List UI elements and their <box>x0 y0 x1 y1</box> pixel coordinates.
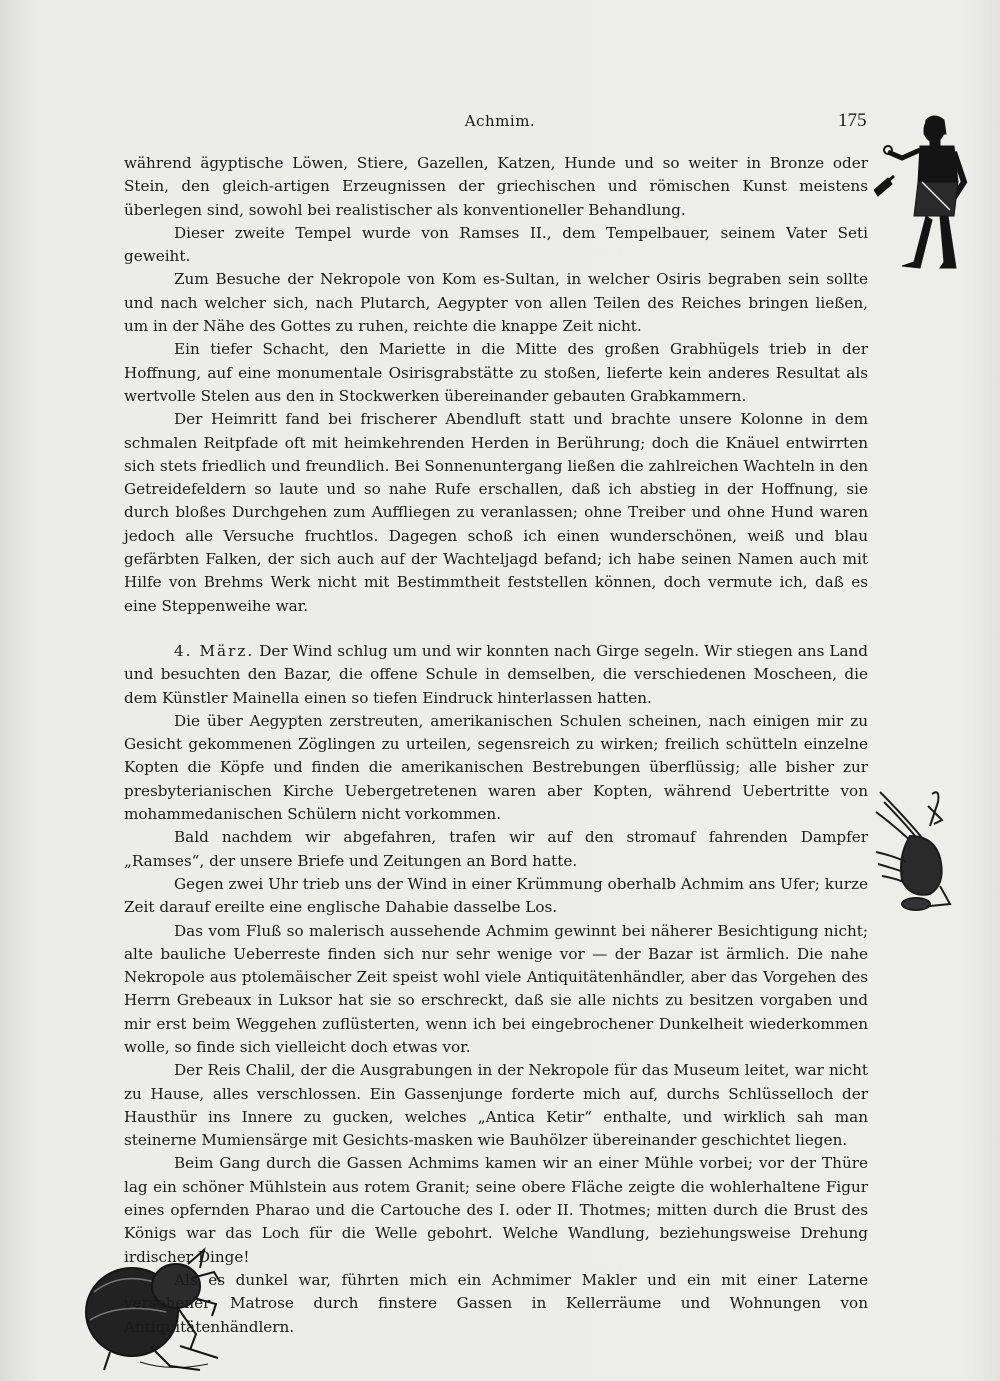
paragraph: Die über Aegypten zerstreuten, amerikanischen Schulen scheinen, nach einigen mir zu Gesicht gekommenen Zöglingen zu urteilen, segensreich zu wirken; freilich schütteln einzelne Kopten die Köpfe und finden die amerikanischen Bestrebungen überflüssig; alle bisher zur presbyterianischen Kirche Uebergetretenen waren aber Kopten, während Uebertritte von mohammedanischen Schülern nicht vorkommen. <box>124 711 868 824</box>
paragraph: Beim Gang durch die Gassen Achmims kamen wir an einer Mühle vorbei; vor der Thüre lag ein schöner Mühlstein aus rotem Granit; seine obere Fläche zeigte die wohlerhaltene Figur eines opfernden Pharao und die Cartouche des I. oder II. Thotmes; mitten durch die Brust des Königs war das Loch für die Welle gebohrt. Welche Wandlung, beziehungsweise Drehung irdischer Dinge! <box>124 1154 868 1266</box>
page-number: 175 <box>838 110 867 131</box>
paragraph: Das vom Fluß so malerisch aussehende Achmim gewinnt bei näherer Besichtigung nicht; alte bauliche Ueberreste finden sich nur sehr wenige vor — der Bazar ist ärmlich. Die nahe Nekropole aus ptolemäischer Zeit speist wohl viele Antiquitätenhändler, aber das Vorgehen des Herrn Grebeaux in Luksor hat sie so erschreckt, daß sie alle nichts zu besitzen vorgaben und mir erst beim Weggehen zuflüsterten, wenn ich bei eingebrochener Dunkelheit wiederkommen wolle, so finde sich vielleicht doch etwas vor. <box>124 921 868 1056</box>
running-title: Achmim. <box>464 112 536 130</box>
paragraph: Bald nachdem wir abgefahren, trafen wir auf den stromauf fahrenden Dampfer „Ramses“, der unsere Briefe und Zeitungen an Bord hatte. <box>124 828 868 870</box>
section-first-paragraph: Der Wind schlug um und wir konnten nach Girge segeln. Wir stiegen ans Land und besuchten den Bazar, die offene Schule in demselben, die verschiedenen Moscheen, die dem Künstler Mainella einen so tiefen Eindruck hinterlassen hatten. <box>124 641 869 707</box>
paragraph: Ein tiefer Schacht, den Mariette in die Mitte des großen Grabhügels trieb in der Hoffnung, auf eine monumentale Osirisgrabstätte zu stoßen, lieferte kein anderes Resultat als wertvolle Stelen aus den in Stockwerken übereinander gebauten Grabkammern. <box>124 340 868 405</box>
body-text <box>124 152 868 1339</box>
dated-paragraph <box>124 640 868 710</box>
paragraph: Der Reis Chalil, der die Ausgrabungen in der Nekropole für das Museum leitet, war nicht zu Hause, alles verschlossen. Ein Gassenjunge forderte mich auf, durchs Schlüsselloch der Hausthür ins Innere zu gucken, welches „Antica Ketir“ enthalte, und wirklich sah man steinerne Mumiensärge mit Gesichts-masken wie Bauhölzer übereinander geschichtet liegen. <box>124 1061 868 1150</box>
paragraph: Gegen zwei Uhr trieb uns der Wind in einer Krümmung oberhalb Achmim ans Ufer; kurze Zeit darauf ereilte eine englische Dahabie dasselbe Los. <box>124 874 868 917</box>
paragraph: Zum Besuche der Nekropole von Kom es-Sultan, in welcher Osiris begraben sein sollte und nach welcher sich, nach Plutarch, Aegypter von allen Teilen des Reiches bringen ließen, um in der Nähe des Gottes zu ruhen, reichte die knappe Zeit nicht. <box>124 270 868 336</box>
paragraph: während ägyptische Löwen, Stiere, Gazellen, Katzen, Hunde und so weiter in Bronze oder Stein, den gleich-artigen Erzeugnissen der griechischen und römischen Kunst meistens überlegen sind, sowohl bei realistischer als konventioneller Behandlung. <box>124 154 868 219</box>
pharaoh-figure-icon <box>874 112 978 272</box>
winged-bird-icon <box>870 786 960 914</box>
paragraph: Dieser zweite Tempel wurde von Ramses II., dem Tempelbauer, seinem Vater Seti geweiht. <box>124 223 868 266</box>
paragraph: Als es dunkel war, führten mich ein Achmimer Makler und ein mit einer Laterne versehener Matrose durch finstere Gassen in Kellerräume und Wohnungen von Antiquitätenhändlern. <box>124 1270 868 1336</box>
section-date: 4. März. <box>174 641 255 660</box>
paragraph: Der Heimritt fand bei frischerer Abendluft statt und brachte unsere Kolonne in dem schmalen Reitpfade oft mit heimkehrenden Herden in Berührung; doch die Knäuel entwirrten sich stets friedlich und freundlich. Bei Sonnenuntergang ließen die zahlreichen Wachteln in den Getreidefeldern so laute und so nahe Rufe erschallen, daß ich abstieg in der Hoffnung, sie durch bloßes Durchgehen zum Auffliegen zu veranlassen; ohne Treiber und ohne Hund waren jedoch alle Versuche fruchtlos. Dagegen schoß ich einen wunderschönen, weiß und blau gefärbten Falken, der sich auch auf der Wachteljagd befand; ich habe seinen Namen auch mit Hilfe von Brehms Werk nicht mit Bestimmtheit feststellen können, doch vermute ich, daß es eine Steppenweihe war. <box>124 410 868 615</box>
